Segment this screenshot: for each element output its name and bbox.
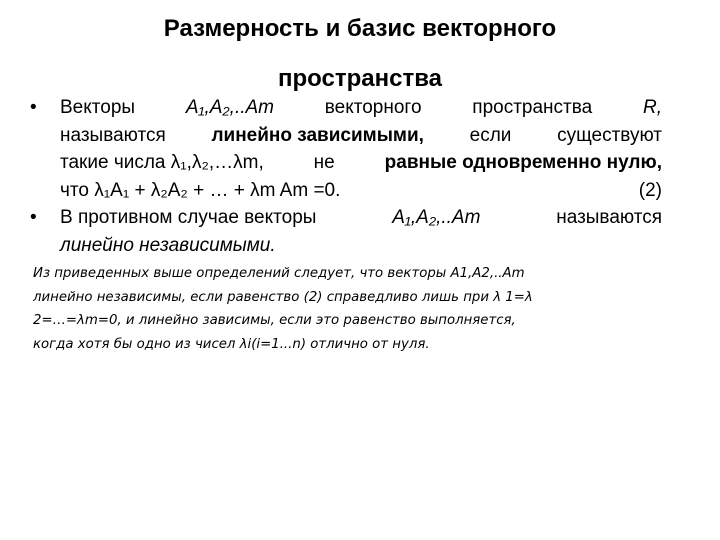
equation-number: (2) bbox=[638, 179, 662, 201]
text-line bbox=[60, 122, 662, 150]
equation: что λ₁A₁ + λ₂A₂ + … + λm Am =0. bbox=[60, 179, 341, 201]
text-segment: называются bbox=[60, 124, 166, 146]
note-text: когда хотя бы одно из чисел λi(i=1...n) отлично от нуля. bbox=[33, 336, 430, 352]
emphasis-not-all-zero: равные одновременно нулю, bbox=[384, 152, 662, 173]
text-line bbox=[60, 94, 662, 122]
text-segment: такие числа λ₁,λ₂,…λm, bbox=[60, 152, 264, 173]
vector-list: A₁,A₂,..Am bbox=[185, 97, 275, 118]
note-line bbox=[33, 333, 665, 357]
text-segment: В противном случае векторы bbox=[60, 207, 317, 228]
note-text: 2=…=λm=0, и линейно зависимы, если это равенство выполняется, bbox=[33, 313, 516, 328]
note-text: Из приведенных выше определений следует, что векторы A1,A2,..Am bbox=[33, 266, 525, 281]
slide-title bbox=[60, 4, 660, 104]
note-line bbox=[33, 309, 665, 333]
vector-list: A₁,A₂,..Am bbox=[392, 207, 481, 228]
note-line bbox=[33, 262, 665, 286]
bullet-marker: • bbox=[30, 97, 37, 118]
bullet-list bbox=[30, 94, 662, 259]
text-segment: существуют bbox=[557, 124, 662, 146]
text-segment: векторного bbox=[324, 97, 422, 118]
conclusion-note bbox=[33, 262, 665, 356]
text-segment: называются bbox=[556, 207, 662, 228]
text-segment: пространства bbox=[472, 97, 593, 118]
text-segment: если bbox=[469, 124, 512, 146]
text-segment: Векторы bbox=[60, 97, 136, 118]
text-line bbox=[60, 177, 662, 205]
bullet-item-linear-independence bbox=[30, 204, 662, 259]
space-symbol: R, bbox=[642, 97, 662, 118]
term-linearly-independent: линейно независимыми. bbox=[60, 234, 276, 256]
title-line-1: Размерность и базис векторного bbox=[163, 15, 557, 42]
text-segment: не bbox=[313, 152, 335, 173]
term-linearly-dependent: линейно зависимыми, bbox=[211, 124, 424, 146]
text-line bbox=[60, 204, 662, 232]
note-text: линейно независимы, если равенство (2) справедливо лишь при λ 1=λ bbox=[33, 289, 533, 305]
bullet-marker: • bbox=[30, 207, 37, 228]
note-line bbox=[33, 286, 665, 310]
title-line-2: пространства bbox=[278, 65, 442, 92]
bullet-item-linear-dependence bbox=[30, 94, 662, 204]
text-line bbox=[60, 149, 662, 177]
